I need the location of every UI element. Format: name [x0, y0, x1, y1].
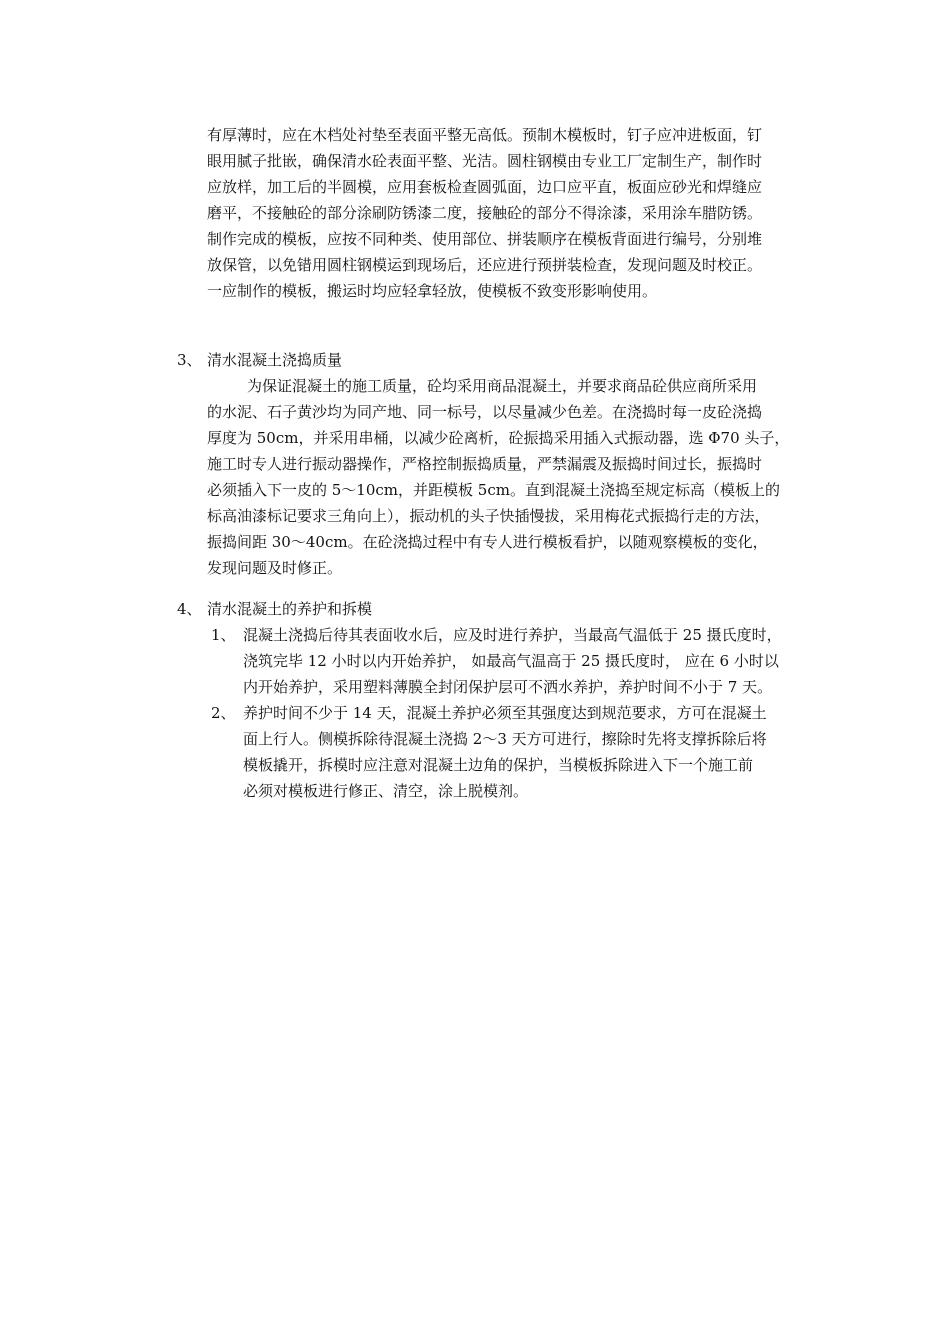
- list-item-line: 浇筑完毕 12 小时以内开始养护， 如最高气温高于 25 摄氏度时， 应在 6 小时以: [243, 652, 779, 670]
- paragraph-line: 眼用腻子批嵌，确保清水砼表面平整、光洁。圆柱钢模由专业工厂定制生产，制作时: [207, 152, 763, 170]
- paragraph-line: 发现问题及时修正。: [207, 559, 343, 577]
- list-item-line: 面上行人。侧模拆除待混凝土浇捣 2～3 天方可进行，擦除时先将支撑拆除后将: [243, 730, 767, 748]
- paragraph-line: 必须插入下一皮的 5～10cm，并距模板 5cm。直到混凝土浇捣至规定标高（模板上的: [207, 481, 780, 499]
- paragraph-line: 标高油漆标记要求三角向上），振动机的头子快插慢拔，采用梅花式振捣行走的方法，: [207, 507, 770, 525]
- list-item-number: 2、: [211, 704, 236, 722]
- paragraph-line: 为保证混凝土的施工质量，砼均采用商品混凝土，并要求商品砼供应商所采用: [247, 377, 758, 395]
- paragraph-line: 施工时专人进行振动器操作，严格控制振捣质量，严禁漏震及振捣时间过长，振捣时: [207, 455, 763, 473]
- section-title: 清水混凝土的养护和拆模: [207, 600, 373, 618]
- paragraph-line: 应放样，加工后的半圆模，应用套板检查圆弧面，边口应平直，板面应砂光和焊缝应: [207, 178, 763, 196]
- list-item-line: 养护时间不少于 14 天，混凝土养护必须至其强度达到规范要求，方可在混凝土: [243, 704, 767, 722]
- paragraph-line: 厚度为 50cm，并采用串桶，以减少砼离析，砼振捣采用插入式振动器，选 Φ70 头子，: [207, 429, 790, 447]
- list-item-line: 模板撬开，拆模时应注意对混凝土边角的保护，当模板拆除进入下一个施工前: [243, 756, 754, 774]
- paragraph-line: 振捣间距 30～40cm。在砼浇捣过程中有专人进行模板看护，以随观察模板的变化，: [207, 533, 768, 551]
- section-number: 3、: [177, 351, 202, 369]
- list-item-line: 混凝土浇捣后待其表面收水后，应及时进行养护，当最高气温低于 25 摄氏度时，: [243, 626, 782, 644]
- paragraph-line: 的水泥、石子黄沙均为同产地、同一标号，以尽量减少色差。在浇捣时每一皮砼浇捣: [207, 403, 763, 421]
- paragraph-line: 一应制作的模板，搬运时均应轻拿轻放，使模板不致变形影响使用。: [207, 282, 658, 300]
- paragraph-line: 有厚薄时，应在木档处衬垫至表面平整无高低。预制木模板时，钉子应冲进板面，钉: [207, 126, 763, 144]
- list-item-line: 内开始养护，采用塑料薄膜全封闭保护层可不洒水养护，养护时间不小于 7 天。: [243, 678, 773, 696]
- paragraph-line: 磨平，不接触砼的部分涂刷防锈漆二度，接触砼的部分不得涂漆，采用涂车腊防锈。: [207, 204, 763, 222]
- paragraph-line: 放保管，以免错用圆柱钢模运到现场后，还应进行预拼装检查，发现问题及时校正。: [207, 256, 763, 274]
- paragraph-line: 制作完成的模板，应按不同种类、使用部位、拼装顺序在模板背面进行编号，分别堆: [207, 230, 763, 248]
- list-item-line: 必须对模板进行修正、清空，涂上脱模剂。: [243, 782, 529, 800]
- list-item-number: 1、: [211, 626, 236, 644]
- section-number: 4、: [177, 600, 202, 618]
- section-title: 清水混凝土浇捣质量: [207, 351, 343, 369]
